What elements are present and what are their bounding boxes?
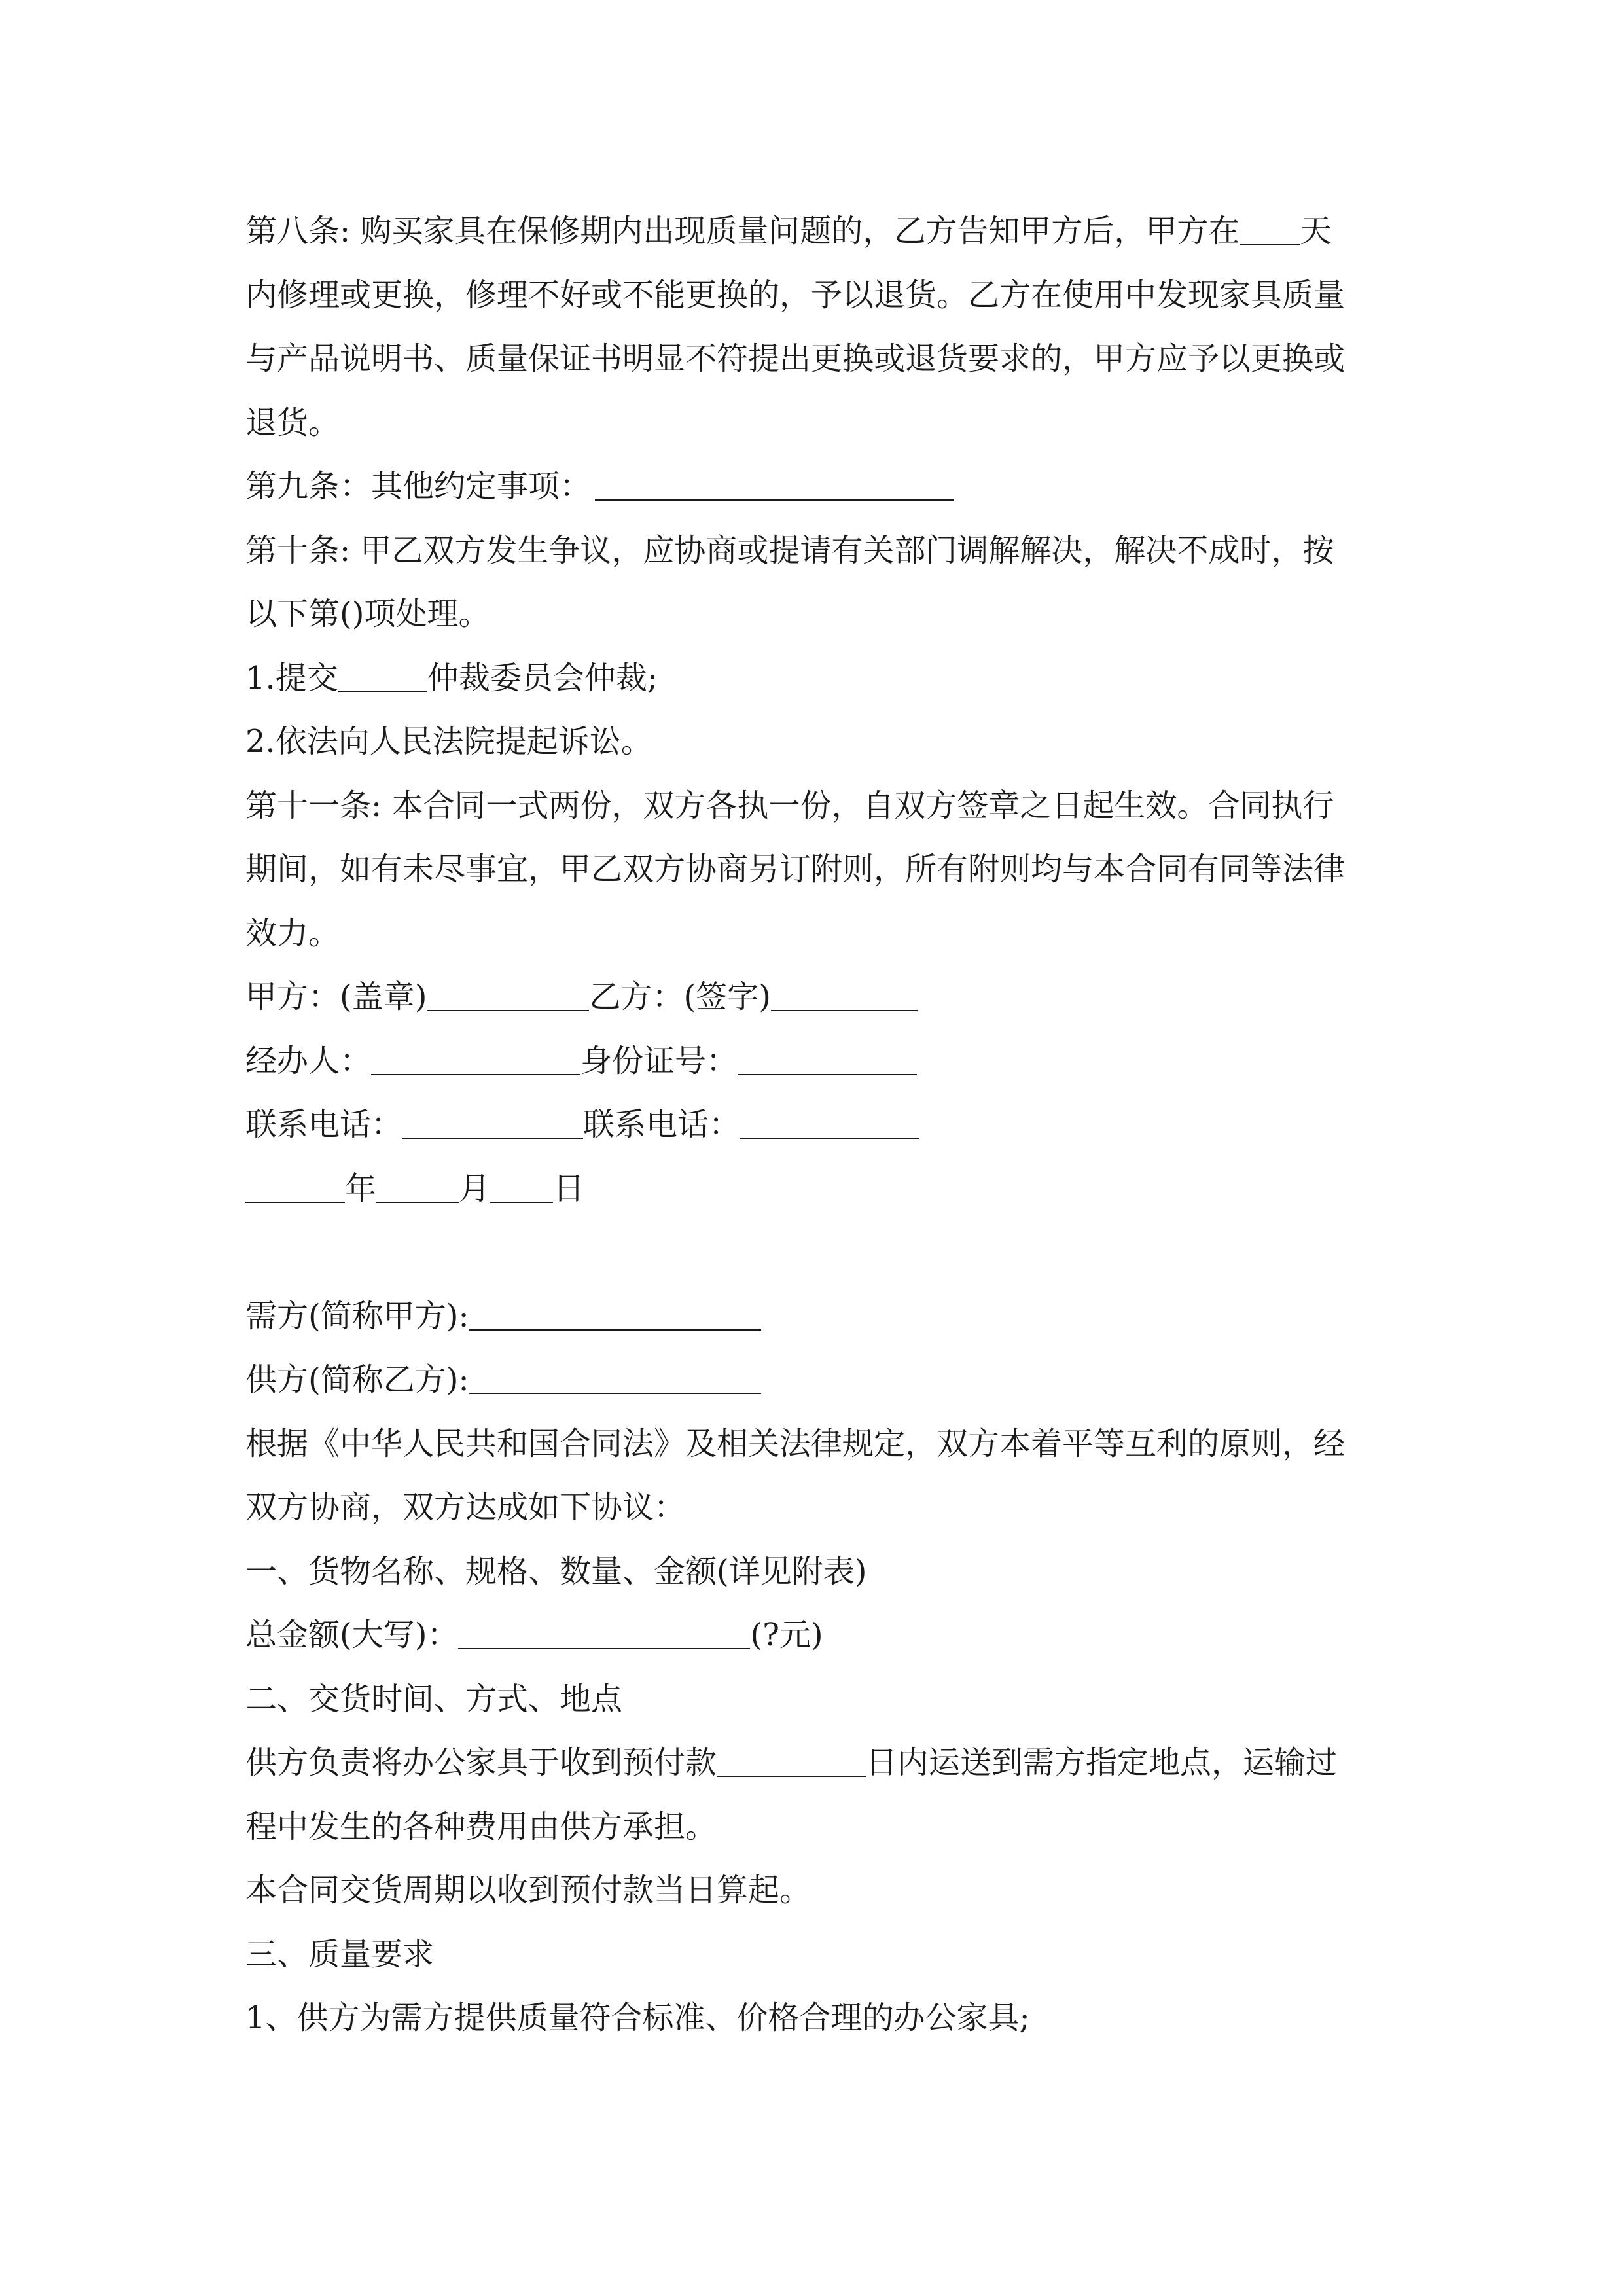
section2-title: 二、交货时间、方式、地点: [245, 1680, 623, 1717]
section3-title: 三、质量要求: [245, 1935, 435, 1973]
arbitration-blank: [338, 662, 427, 692]
agent-label: 经办人：: [245, 1042, 372, 1079]
article11-line2: 期间，如有未尽事宜，甲乙双方协商另订附则，所有附则均与本合同有同等法律: [245, 851, 1346, 888]
article8-text: 第八条: 购买家具在保修期内出现质量问题的，乙方告知甲方后，甲方在: [245, 213, 1240, 249]
delivery-prefix: 供方负责将办公家具于收到预付款: [245, 1744, 717, 1781]
preamble-line2: 双方协商，双方达成如下协议：: [245, 1489, 686, 1526]
day-blank: [490, 1173, 553, 1203]
article11-line1: 第十一条: 本合同一式两份，双方各执一份，自双方签章之日起生效。合同执行: [245, 787, 1334, 824]
quality-item1: 1、供方为需方提供质量符合标准、价格合理的办公家具;: [245, 2000, 1030, 2036]
delivery-period: 本合同交货周期以收到预付款当日算起。: [245, 1872, 812, 1909]
buyer-label: 需方(简称甲方):: [245, 1297, 469, 1335]
supplier-blank: [469, 1364, 761, 1394]
supplier-line: [245, 1348, 1381, 1412]
article8-line2: 内修理或更换，修理不好或不能更换的，予以退货。乙方在使用中发现家具质量: [245, 276, 1346, 314]
signature-party-line: [245, 965, 1381, 1030]
total-amount-blank: [458, 1619, 750, 1649]
article8-line1: [245, 200, 1381, 264]
party-b-blank: [771, 981, 918, 1011]
article11-line3: 效力。: [245, 914, 340, 952]
other-matters-blank: [595, 471, 954, 501]
signature-date-line: [245, 1157, 1381, 1221]
phone-b-label: 联系电话：: [583, 1106, 741, 1143]
days-blank: [1240, 215, 1300, 245]
id-number-label: 身份证号：: [580, 1042, 738, 1079]
preamble-line1: 根据《中华人民共和国合同法》及相关法律规定，双方本着平等互利的原则，经: [245, 1425, 1346, 1462]
article9-label: 第九条：其他约定事项：: [245, 468, 592, 505]
party-a-label: 甲方：(盖章): [245, 978, 427, 1015]
delivery-days-blank: [717, 1747, 866, 1777]
section1-title: 一、货物名称、规格、数量、金额(详见附表): [245, 1552, 867, 1590]
party-a-blank: [427, 981, 589, 1011]
phone-a-label: 联系电话：: [245, 1106, 403, 1143]
buyer-line: [245, 1285, 1381, 1349]
document-body: [245, 200, 1381, 2051]
year-label: 年: [345, 1170, 377, 1207]
year-blank: [245, 1173, 345, 1203]
delivery-suffix: 日内运送到需方指定地点，运输过: [866, 1744, 1338, 1781]
day-label: 日: [553, 1170, 585, 1207]
month-label: 月: [459, 1170, 491, 1207]
option1-prefix: 1.提交: [245, 659, 338, 696]
signature-phone-line: [245, 1093, 1381, 1157]
section-spacer: [245, 1221, 1381, 1285]
article8-line4: 退货。: [245, 404, 340, 441]
article10-option2: 2.依法向人民法院提起诉讼。: [245, 723, 652, 760]
article10-option1: [245, 647, 1381, 711]
article10-line1: 第十条: 甲乙双方发生争议，应协商或提请有关部门调解解决，解决不成时，按: [245, 531, 1334, 569]
delivery-line1: [245, 1731, 1381, 1795]
party-b-label: 乙方：(签字): [589, 978, 771, 1015]
article9-line: [245, 455, 1381, 519]
article10-line2: 以下第()项处理。: [245, 596, 490, 632]
article8-days-unit: 天: [1300, 213, 1332, 249]
phone-b-blank: [740, 1109, 919, 1139]
total-label: 总金额(大写)：: [245, 1617, 459, 1653]
signature-agent-line: [245, 1030, 1381, 1094]
option1-suffix: 仲裁委员会仲裁;: [427, 659, 658, 696]
supplier-label: 供方(简称乙方):: [245, 1361, 469, 1398]
id-number-blank: [738, 1045, 917, 1075]
total-amount-line: [245, 1604, 1381, 1668]
buyer-blank: [469, 1300, 761, 1331]
month-blank: [376, 1173, 459, 1203]
agent-blank: [371, 1045, 580, 1075]
article8-line3: 与产品说明书、质量保证书明显不符提出更换或退货要求的，甲方应予以更换或: [245, 340, 1346, 377]
delivery-line2: 程中发生的各种费用由供方承担。: [245, 1808, 717, 1845]
total-suffix: (?元): [750, 1617, 823, 1653]
phone-a-blank: [402, 1109, 583, 1139]
